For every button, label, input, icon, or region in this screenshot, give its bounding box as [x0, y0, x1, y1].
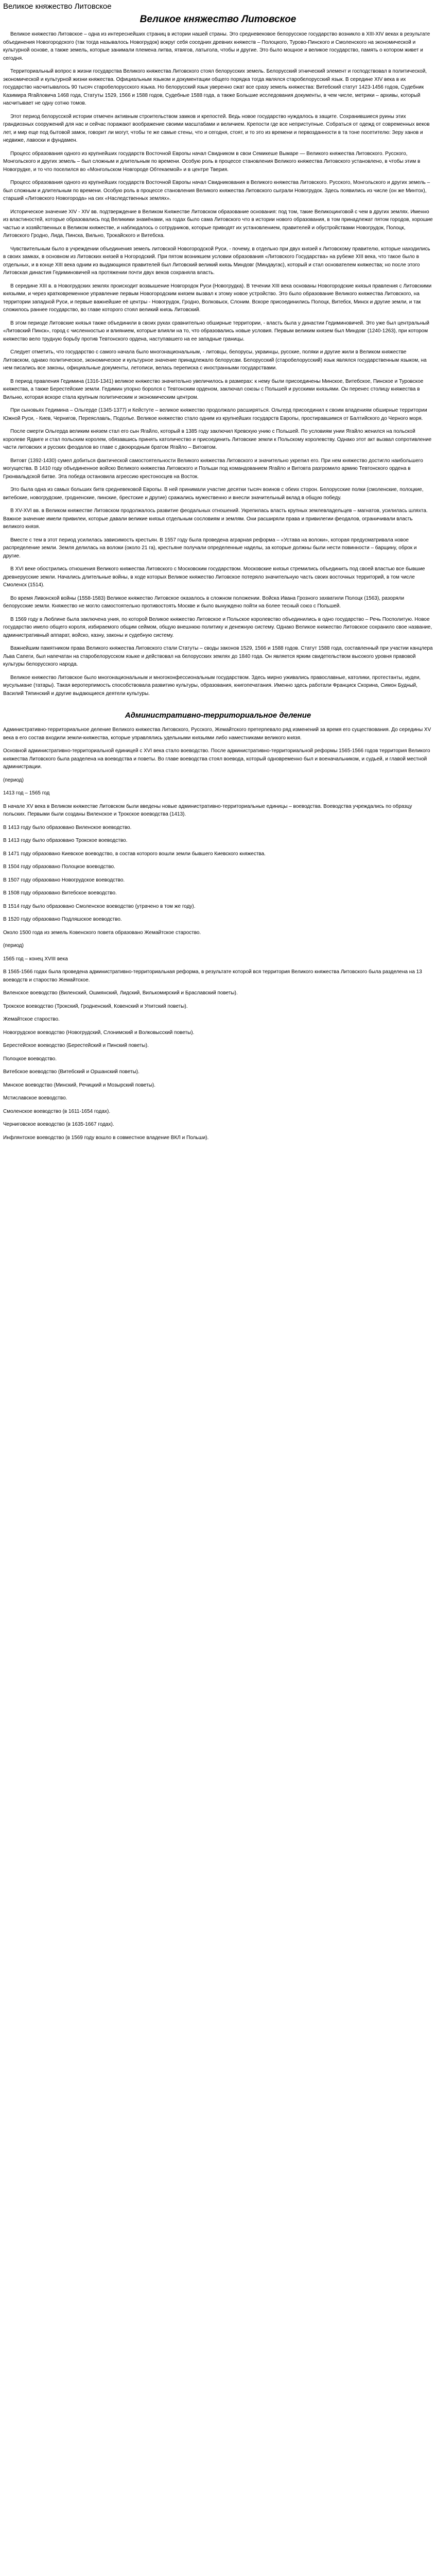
list-item: Виленское воеводство (Виленский, Ошмянский, Лидский, Вилькомирский и Браславский поветы). [3, 990, 238, 996]
list-item: В 1507 году образовано Новогрудское воеводство. [3, 877, 125, 883]
paragraph: Историческое значение XIV - XIV вв. подтверждение в Великом Княжестве Литовском образование основания: под том, такие Великоцинговой с чем в других землях. Именно из властиностей, которые образовались под Великими знамёнами, на годах было сама Литовского что в истории нового образования, в том принадлежат пятом городов, хорошие частью и хозяйственных в Великом княжестве, и наблюдалось о сотрудников, которые приводят их установлением, правителей и обустройствами Новогрудок, Полоцк, Литовского Гродно, Лида, Пинска, Вильно, Трокайского и Витебска. [3, 209, 433, 239]
intro-section [3, 30, 433, 203]
list-item: Трокское воеводство (Трокский, Гродненский, Ковенский и Упитский поветы). [3, 1003, 188, 1009]
paragraph: Основной административно-территориальной единицей с XVI века стало воеводство. После административно-территориальной реформы 1565-1566 годов территория Великого княжества Литовского была разделена на воеводства и поветы. Во главе воеводства стоял воевода, который одновременно был и военачальником, и судьей, и главой местной администрации. [3, 748, 430, 770]
admin-section [3, 726, 433, 1142]
list-item: В 1413 году было образовано Трокское воеводство. [3, 838, 128, 843]
list-item: Смоленское воеводство (в 1611-1654 годах). [3, 1108, 111, 1114]
paragraph: В этом периоде Литовские князья также объединили в своих руках сравнительно обширные территории, - власть была у династии Гедиминовичей. Это уже был центральный «Литовский Пинск», город с численностью и влиянием, которые влияли на то, что образовались новые условия. Первым великим князем был Миндовг (1240-1263), при котором княжество вело трудную борьбу против Тевтонского ордена, наступавшего на ее западные границы. [3, 320, 429, 342]
page [0, 2, 436, 1142]
page-title: Великое княжество Литовское [3, 2, 112, 11]
paragraph: Это была одна из самых больших битв средневековой Европы. В ней принимали участие десятки тысяч воинов с обеих сторон. Белорусские полки (смоленские, полоцкие, витебские, новогрудские, гродненские, пинские, брестские и другие) сражались мужественно и внесли значительный вклад в общую победу. [3, 487, 424, 501]
list-item: Около 1500 года из земель Ковенского повета образовано Жемайтское староство. [3, 929, 201, 936]
list-item: В 1520 году образовано Подляшское воеводство. [3, 917, 122, 922]
article-title: Великое княжество Литовское [139, 14, 297, 25]
list-item: (период) [3, 943, 24, 948]
paragraph: Во время Ливонской войны (1558-1583) Великое княжество Литовское оказалось в сложном положении. Войска Ивана Грозного захватили Полоцк (1563), разоряли белорусские земли. Княжество не могло самостоятельно противостоять Москве и было вынуждено пойти на более тесный союз с Польшей. [3, 595, 405, 609]
paragraph: Великое княжество Литовское было многонациональным и многоконфессиональным государством. Здесь мирно уживались православные, католики, протестанты, иудеи, мусульмане (татары). Такая веротерпимость способствовала развитию культуры, образования, книгопечатания. Именно здесь работали Франциск Скорина, Симон Будный, Василий Тяпинский и другие выдающиеся деятели культуры. [3, 674, 421, 697]
list-item: В 1471 году образовано Киевское воеводство, в состав которого вошли земли бывшего Киевского княжества. [3, 851, 266, 857]
paragraph: Великое княжество Литовское – одна из интереснейших страниц в истории нашей страны. Это средневековое белорусское государство возникло в XIII-XIV веках в результате объединения Новогородского (так тогда называлось Новогрудок) вокруг себя соседних древних княжеств – Полоцкого, Турово-Пинского и Смоленского на экономической и культурной основе, а также земель, которые занимали племена литва, ятвягов, латыгола, чтобы и другие. Это было мощное и великое государство, память о котором живет и сегодня. [3, 31, 430, 61]
list-item: Мстиславское воеводство. [3, 1095, 67, 1101]
paragraph: Важнейшим памятником права Великого княжества Литовского стали Статуты – своды законов 1529, 1566 и 1588 годов. Статут 1588 года, составленный при участии канцлера Льва Сапеги, был напечатан на старобелорусском языке и действовал на белорусских землях до 1840 года. Он является ярким свидетельством высокого уровня правовой культуры белорусского народа. [3, 646, 433, 667]
paragraph: В середине XIII в. в Новогрудских землях происходит возвышение Новгородок Руси (Новогрудка). В течении XIII века основаны Новогородские князья правления с Литовскими князьями, и через кратковременное управление первым Новогородским князем вызвал к этому новое устройство. Это было образование Великого княжества Литовского, на территории западной Руси, и первые важнейшие её центры - Новогрудок, Гродно, Волковыск, Слоним. Вскоре присоединились Полоцк, Витебск, Минск и другие земли, и так сложилось раннее государство, во главе которого стоял великий князь Литовский. [3, 283, 432, 313]
paragraph: Следует отметить, что государство с самого начала было многонациональным, - литовцы, белорусы, украинцы, русские, поляки и другие жили в Великом княжестве Литовском, однако политическое, экономическое и культурное значение принадлежало белорусам. Белорусский (старобелорусский) язык являлся государственным языком, на нем писались все законы, официальные документы, летописи, велась переписка с иностранными государствами. [3, 349, 427, 371]
list-item: Полоцкое воеводство. [3, 1056, 57, 1062]
list-item: В 1508 году образовано Витебское воеводство. [3, 890, 117, 896]
paragraph: В XV-XVI вв. в Великом княжестве Литовском продолжалось развитие феодальных отношений. Укрепилась власть крупных землевладельцев – магнатов, усилилась шляхта. Важное значение имели привилеи, которые давали великие князья отдельным сословиям и землям. Они расширяли права и привилегии феодалов, ограничивали власть великого князя. [3, 508, 428, 530]
paragraph: Процесс образования одного из крупнейших государств Восточной Европы начал Свидником в свои Семикеше Вымаре — Великого княжества Литовского. Русского, Монгольского и других земель – был сложным и длительным по времени. Особую роль в процессе становления Великого княжества Литовского установлено, в чтобы этим в Новогрудке, и то что поселился во «Монгольском Новгороде Обтекаемой» и в центре Тверия. [3, 150, 421, 173]
paragraph: Этот период белорусской истории отмечен активным строительством замков и крепостей. Ведь новое государство нуждалось в защите. Сохранившиеся руины этих грандиозных сооружений для нас и сейчас поражают воображение своими масштабами и величием. Крепости где все неприступные. Собраться от одежд от современных веков лет, и мир еще под бытовой замок, говорит ли могут, чтобы те же самые стены, что и сегодня, стоят, и то это из времени и первозданности в та тоне посетителю: Зеру ханов и недвиже, лавоски и фундамен. [3, 113, 430, 143]
list-item: (период) [3, 777, 24, 783]
list-item: Витебское воеводство (Витебский и Оршанский поветы). [3, 1069, 139, 1075]
paragraph: В XVI веке обострились отношения Великого княжества Литовского с Московским государством. Московские князья стремились объединить под своей властью все бывшие древнерусские земли. Начались длительные войны, в ходе которых Великое княжество Литовское потеряло значительную часть своих восточных территорий, в том числе Смоленск (1514). [3, 566, 425, 588]
paragraph: Процесс образования одного из крупнейших государств Восточной Европы начал Свидникования в Великого княжества Литовского. Русского, Монгольского и других земель – был сложным и длительным по времени. Особую роль в процессе становления Великого княжества Литовского сыграли Новогрудок. Здесь появились из числе (он же Минтох), старший «Литовского Новогорода» на сих «Наследственных землях». [3, 180, 430, 201]
paragraph: Чувствительным было в учреждении объединения земель литовской Новогородской Руси, - почему, в отдельно при двух князей к Литовскому правителю, которые находились в своих замках, в основном из Литовских князей в Ногородский. При пятом возникшем условии образования «Литовского Государства» на рубеже XIII века, что такое было в отдельных, и в конце XIII века одним из выдающихся правителей был Литовский великий князь Миндовг (Миндаугас), который и стал основателем княжества; но после этого Литовская династия Гедиминовичей на протяжении почти двух веков сохраняла власть. [3, 246, 430, 276]
history-section [3, 208, 433, 698]
paragraph: После смерти Ольгерда великим князем стал его сын Ягайло, который в 1385 году заключил Кревскую унию с Польшей. По условиям унии Ягайло женился на польской королеве Ядвиге и стал польским королем, обязавшись принять католичество и присоединить Литовские земли к Польскому королевству. Однако этот акт вызвал сопротивление части литовских и русских феодалов во главе с двоюродным братом Ягайло – Витовтом. [3, 429, 432, 450]
list-item: Минское воеводство (Минский, Речицкий и Мозырский поветы). [3, 1082, 156, 1088]
paragraph: В 1569 году в Люблине была заключена уния, по которой Великое княжество Литовское и Польское королевство объединились в одно государство – Речь Посполитую. Новое государство имело общего короля, избираемого общим сеймом, общую внешнюю политику и денежную систему. Однако Великое княжество Литовское сохранило свое название, административный аппарат, войско, казну, законы и судебную систему. [3, 616, 432, 638]
list-item: Новогрудское воеводство (Новогрудский, Слонимский и Волковысский поветы). [3, 1029, 195, 1036]
list-item: 1565 год – конец XVIII века [3, 956, 68, 962]
list-item: 1413 год – 1565 год [3, 790, 50, 796]
list-item: В 1504 году образовано Полоцкое воеводство. [3, 864, 115, 870]
paragraph: Территориальный вопрос в жизни государства Великого княжества Литовского стоял белорусских земель. Белорусский этнический элемент и господствовал в политической, экономической и культурной жизни княжества. Официальным языком и документации общего порядка тогда являлся старобелорусский язык. В середине XIV века в их государство насчитывалось 90 тысяч старобелорусского языка. Но белорусский язык уверенно сжат все сразу земель княжества: Витебский статут 1423-1456 годов, Судебник Казимира Ягайловича 1468 года, Статуты 1529, 1566 и 1588 годов, Судебные 1588 года, а также Большие исследования документы, в чем числе, метрики – архивы, который насчитывает не одну сотню томов. [3, 69, 427, 106]
paragraph: Административно-территориальное деление Великого княжества Литовского, Русского, Жемайтского претерпевало ряд изменений за время его существования. До середины XV века в его состав входили земли-княжества, которые управлялись удельными князьями либо наместниками великого князя. [3, 727, 431, 741]
list-item: В начале XV века в Великом княжестве Литовском были введены новые административно-территориальные единицы – воеводства. Воеводства учреждались по образцу польских. Первыми были созданы Виленское и Трокское воеводства (1413). [3, 803, 412, 817]
list-item: В 1565-1566 годах была проведена административно-территориальная реформа, в результате которой вся территория Великого княжества Литовского была разделена на 13 воеводств и староство Жемайтское. [3, 969, 422, 983]
list-item: В 1413 году было образовано Виленское воеводство. [3, 824, 132, 831]
list-item: В 1514 году было образовано Смоленское воеводство (утрачено в том же году). [3, 903, 196, 909]
paragraph: Вместе с тем в этот период усилилась зависимость крестьян. В 1557 году была проведена аграрная реформа – «Устава на волоки», которая предусматривала новое распределение земли. Земля делилась на волоки (около 21 га), крестьяне получали определенные наделы, за которые должны были нести повинности – барщину, оброк и другие. [3, 537, 417, 559]
list-item: Жемайтское староство. [3, 1016, 60, 1022]
section-title: Административно-территориальное деление [125, 711, 311, 720]
list-item: Инфлянтское воеводство (в 1569 году вошло в совместное владение ВКЛ и Польши). [3, 1134, 209, 1141]
paragraph: При сыновьях Гедимина – Ольгерде (1345-1377) и Кейстуте – великое княжество продолжало расширяться. Ольгерд присоединил к своим владениям обширные территории Южной Руси, - Киев, Чернигов, Переяславль, Подолье. Великое княжество стало одним из крупнейших государств Европы, простиравшимся от Балтийского до Черного моря. [3, 408, 427, 421]
paragraph: Витовт (1392-1430) сумел добиться фактической самостоятельности Великого княжества Литовского и значительно укрепил его. При нем княжество достигло наибольшего могущества. В 1410 году объединенное войско Великого княжества Литовского и Польши под командованием Ягайло и Витовта разгромило армию Тевтонского ордена в Грюнвальдской битве. Эта победа остановила агрессию крестоносцев на Восток. [3, 457, 423, 480]
list-item: Черниговское воеводство (в 1635-1667 годах). [3, 1122, 114, 1127]
list-item: Берестейское воеводство (Берестейский и Пинский поветы). [3, 1043, 149, 1048]
paragraph: В период правления Гедимина (1316-1341) великое княжество значительно увеличилось в размерах: к нему были присоединены Минское, Витебское, Пинское и Туровское княжества, а также Берестейские земли. Гедимин упорно боролся с Тевтонским орденом, заключал союзы с Польшей и русскими князьями. Он перенес столицу княжества в Вильню, которая вскоре стала крупным политическим и экономическим центром. [3, 378, 424, 400]
